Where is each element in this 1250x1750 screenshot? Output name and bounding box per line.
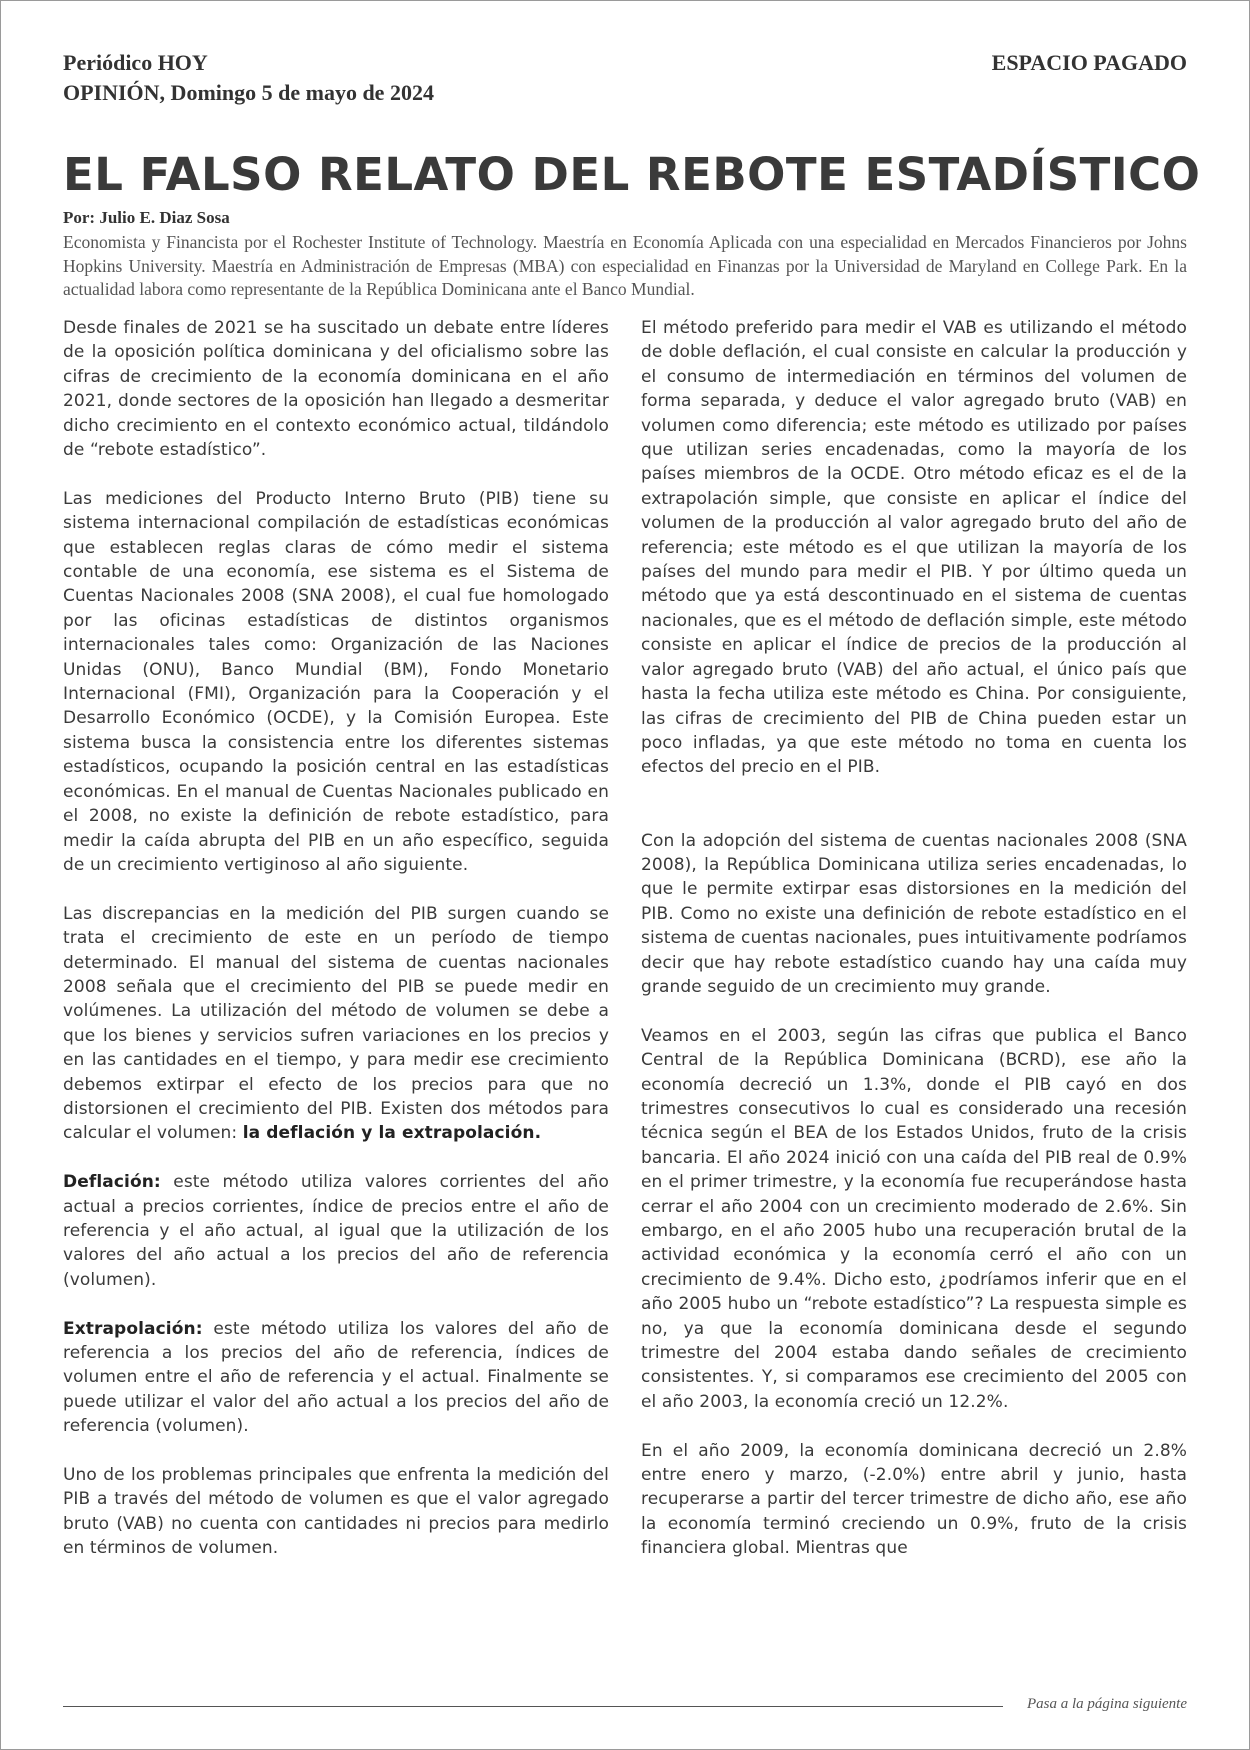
masthead [63,48,434,108]
section-date: OPINIÓN, Domingo 5 de mayo de 2024 [63,80,434,105]
term-label-deflacion: Deflación: [63,1172,161,1193]
paragraph [63,1170,609,1292]
paragraph: Desde finales de 2021 se ha suscitado un debate entre líderes de la oposición política dominicana y del oficialismo sobre las cifras de crecimiento de la economía dominicana en el año 2021, donde sectores de la oposición han llegado a desmeritar dicho crecimiento en el contexto económico actual, tildándolo de “rebote estadístico”. [63,318,609,461]
paragraph: El método preferido para medir el VAB es utilizando el método de doble deflación, el cual consiste en calcular la producción y el consumo de intermediación en términos del volumen de forma separada, y deduce el valor agregado bruto (VAB) en volumen como diferencia; este método es utilizado por países que utilizan series encadenadas, como la mayoría de los países miembros de la OCDE. Otro método eficaz es el de la extrapolación simple, que consiste en aplicar el índice del volumen de la producción al valor agregado bruto del año de referencia; este método es el que utilizan la mayoría de los países del mundo para medir el PIB. Y por último queda un método que ya está descontinuado en el sistema de cuentas nacionales, que es el método de deflación simple, este método consiste en aplicar el índice de precios de la producción al valor agregado bruto (VAB) del año actual, el único país que hasta la fecha utiliza este método es China. Por consiguiente, las cifras de crecimiento del PIB de China pueden estar un poco infladas, ya que este método no toma en cuenta los efectos del precio en el PIB. [641,318,1187,778]
article-column-right [641,316,1187,1585]
footer-divider [63,1706,1003,1707]
article-title: EL FALSO RELATO DEL REBOTE ESTADÍSTICO [63,148,1201,201]
paragraph: Uno de los problemas principales que enfrenta la medición del PIB a través del método de volumen es que el valor agregado bruto (VAB) no cuenta con cantidades ni precios para medirlo en términos de volumen. [63,1465,609,1559]
author-bio: Economista y Financista por el Rochester Institute of Technology. Maestría en Economía Aplicada con una especialidad en Mercados Financieros por Johns Hopkins University. Maestría en Administración de Empresas (MBA) con especialidad en Finanzas por la Universidad de Maryland en College Park. En la actualidad labora como representante de la República Dominicana ante el Banco Mundial. [63,232,1187,299]
paragraph-text: este método utiliza los valores del año de referencia a los precios del año de referencia, índices de volumen entre el año de referencia y el actual. Finalmente se puede utilizar el valor del año actual a los precios del año de referencia (volumen). [63,1318,609,1437]
paragraph: Las mediciones del Producto Interno Bruto (PIB) tiene su sistema internacional compilación de estadísticas económicas que establecen reglas claras de cómo medir el sistema contable de una economía, ese sistema es el Sistema de Cuentas Nacionales 2008 (SNA 2008), el cual fue homologado por las oficinas estadísticas de distintos organismos internacionales tales como: Organización de las Naciones Unidas (ONU), Banco Mundial (BM), Fondo Monetario Internacional (FMI), Organización para la Cooperación y el Desarrollo Económico (OCDE), y la Comisión Europea. Este sistema busca la consistencia entre los diferentes sistemas estadísticos, ocupando la posición central en las estadísticas económicas. En el manual de Cuentas Nacionales publicado en el 2008, no existe la definición de rebote estadístico, para medir la caída abrupta del PIB en un año específico, seguida de un crecimiento vertiginoso al año siguiente. [63,488,609,875]
paragraph: Con la adopción del sistema de cuentas nacionales 2008 (SNA 2008), la República Dominicana utiliza series encadenadas, lo que le permite extirpar esas distorsiones en la medición del PIB. Como no existe una definición de rebote estadístico en el sistema de cuentas nacionales, pues intuitivamente podríamos decir que hay rebote estadístico cuando hay una caída muy grande seguido de un crecimiento muy grande. [641,830,1187,997]
byline: Por: Julio E. Diaz Sosa [63,208,230,227]
paid-space-label: ESPACIO PAGADO [991,50,1187,75]
paragraph [63,902,609,1146]
publication-name: Periódico HOY [63,50,208,75]
paragraph: Veamos en el 2003, según las cifras que publica el Banco Central de la República Dominicana (BCRD), ese año la economía decreció un 1.3%, donde el PIB cayó en dos trimestres consecutivos lo cual es considerado una recesión técnica según el BEA de los Estados Unidos, fruto de la crisis bancaria. El año 2024 inició con una caída del PIB real de 0.9% en el primer trimestre, y la economía fue recuperándose hasta cerrar el año 2004 con un crecimiento moderado de 2.6%. Sin embargo, en el año 2005 hubo una recuperación brutal de la actividad económica y la economía cerró el año con un crecimiento de 9.4%. Dicho esto, ¿podríamos inferir que en el año 2005 hubo un “rebote estadístico”? La respuesta simple es no, ya que la economía dominicana desde el segundo trimestre del 2004 estaba dando señales de crecimiento consistentes. Y, si comparamos ese crecimiento del 2005 con el año 2003, la economía creció un 12.2%. [641,1025,1187,1412]
paragraph [63,1317,609,1439]
paragraph: En el año 2009, la economía dominicana decreció un 2.8% entre enero y marzo, (-2.0%) entre abril y junio, hasta recuperarse a partir del tercer trimestre de dicho año, ese año la economía terminó creciendo un 0.9%, fruto de la crisis financiera global. Mientras que [641,1440,1187,1559]
emphasis-text: la deflación y la extrapolación. [242,1123,542,1144]
article-column-left [63,316,609,1585]
paragraph-text: Las discrepancias en la medición del PIB surgen cuando se trata el crecimiento de este en un período de tiempo determinado. El manual del sistema de cuentas nacionales 2008 señala que el crecimiento del PIB se puede medir en volúmenes. La utilización del método de volumen se debe a que los bienes y servicios sufren variaciones en los precios y en las cantidades en el tiempo, y para medir ese crecimiento debemos extirpar el efecto de los precios para que no distorsionen el crecimiento del PIB. Existen dos métodos para calcular el volumen: [63,903,609,1144]
term-label-extrapolacion: Extrapolación: [63,1318,203,1339]
paragraph-text: este método utiliza valores corrientes del año actual a precios corrientes, índice de precios entre el año de referencia y el año actual, al igual que la utilización de los valores del año actual a los precios del año de referencia (volumen). [63,1172,609,1290]
continue-note: Pasa a la página siguiente [1027,1696,1187,1712]
